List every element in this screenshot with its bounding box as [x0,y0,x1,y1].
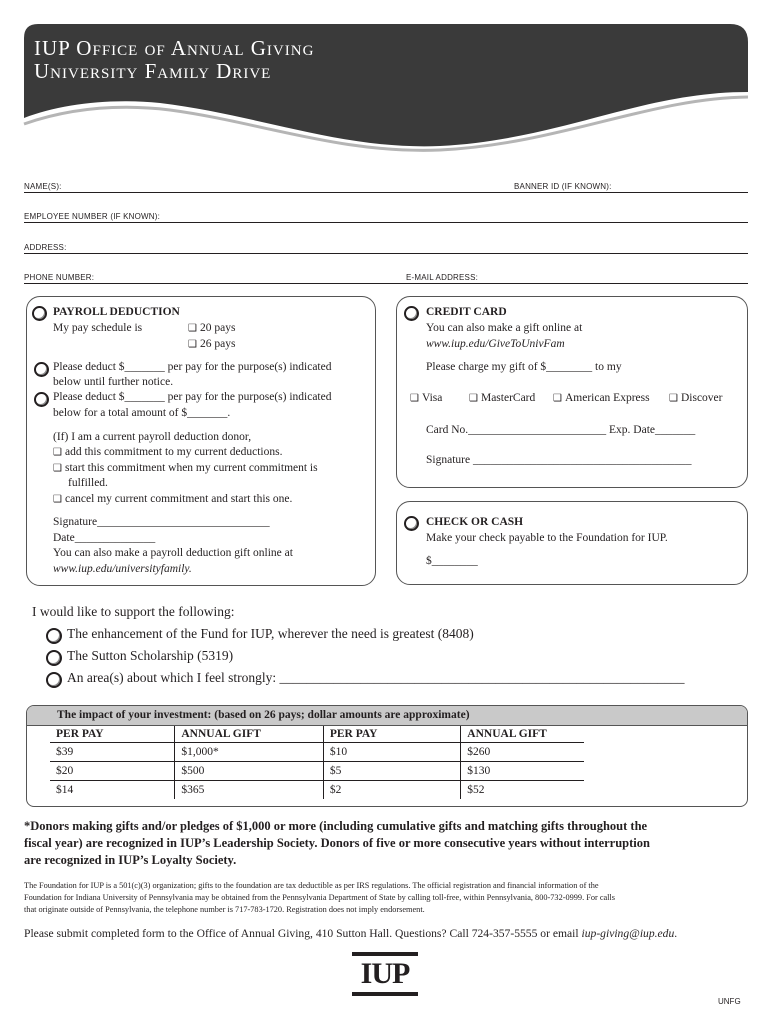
credit-signature-field[interactable]: Signature ______________________________________ [426,454,692,466]
submit-text-end: . [674,927,678,940]
credit-online-link[interactable]: www.iup.edu/GiveToUnivFam [426,338,565,350]
payroll-online-link[interactable]: www.iup.edu/universityfamily. [53,563,192,575]
visa-checkbox[interactable]: ❑ Visa [410,391,442,406]
twenty-pays-checkbox[interactable]: ❑ 20 pays [188,321,235,336]
column-header: PER PAY [50,726,175,743]
credit-card-radio[interactable] [404,306,419,321]
address-label: ADDRESS: [24,243,67,252]
email-label: E-MAIL ADDRESS: [406,273,479,282]
support-heading: I would like to support the following: [32,604,235,619]
other-area-radio[interactable] [46,672,62,688]
credit-card-title: CREDIT CARD [426,306,507,318]
pay-schedule-label: My pay schedule is [53,322,143,334]
twenty-six-pays-checkbox[interactable]: ❑ 26 pays [188,337,235,352]
payroll-signature-field[interactable]: Signature______________________________ [53,516,270,528]
check-or-cash-title: CHECK OR CASH [426,516,524,528]
payroll-online-note: You can also make a payroll deduction gift online at [53,547,293,559]
phone-label: PHONE NUMBER: [24,273,95,282]
column-header: PER PAY [323,726,460,743]
table-cell: $39 [50,743,175,762]
deduct-option-2-line-1: Please deduct $_______ per pay for the purpose(s) indicated [53,391,332,403]
table-cell: $52 [461,781,584,800]
table-cell: $5 [323,762,460,781]
submit-instructions [24,926,677,941]
form-title-line-2: University Family Drive [34,59,272,83]
employee-number-label: EMPLOYEE NUMBER (IF KNOWN): [24,212,161,221]
sutton-scholarship-label: The Sutton Scholarship (5319) [67,648,234,663]
names-input-line[interactable] [24,192,748,193]
deduct-option-1-line-2: below until further notice. [53,376,174,388]
impact-heading: The impact of your investment: (based on 26 pays; dollar amounts are approximate) [57,709,470,721]
current-donor-label: (If) I am a current payroll deduction donor, [53,431,252,443]
payroll-date-field[interactable]: Date______________ [53,532,156,544]
deduct-until-further-notice-radio[interactable] [34,362,49,377]
impact-table-header-bar [27,706,747,726]
table-cell: $365 [175,781,324,800]
legal-notice-line-2: Foundation for Indiana University of Pennsylvania may be obtained from the Pennsylvania Department of State by calling toll-free, within Pennsylvania, 800-732-0999. For calls [24,893,616,902]
table-cell: $20 [50,762,175,781]
deduct-total-amount-radio[interactable] [34,392,49,407]
fund-for-iup-radio[interactable] [46,628,62,644]
fund-for-iup-label: The enhancement of the Fund for IUP, wherever the need is greatest (8408) [67,626,474,641]
iup-logo [352,952,418,998]
column-header: ANNUAL GIFT [467,728,547,740]
table-cell: $2 [323,781,460,800]
start-commitment-checkbox[interactable]: ❑ start this commitment when my current commitment is [53,461,318,476]
impact-table [50,726,584,799]
table-cell: $130 [461,762,584,781]
deduct-option-1-line-1: Please deduct $_______ per pay for the purpose(s) indicated [53,361,332,373]
address-input-line[interactable] [24,253,748,254]
check-payable-note: Make your check payable to the Foundation for IUP. [426,532,668,544]
table-cell: $500 [175,762,324,781]
deduct-option-2-line-2: below for a total amount of $_______. [53,407,231,419]
form-code: UNFG [718,997,741,1006]
iup-logo-text: IUP [360,957,410,990]
phone-email-input-line[interactable] [24,283,748,284]
payroll-deduction-radio[interactable] [32,306,47,321]
table-cell: $260 [461,743,584,762]
employee-number-input-line[interactable] [24,222,748,223]
check-or-cash-radio[interactable] [404,516,419,531]
table-cell: $14 [50,781,175,800]
impact-table-header-row [50,726,584,743]
start-commitment-line-2: fulfilled. [68,477,108,489]
discover-checkbox[interactable]: ❑ Discover [669,391,722,406]
table-row [50,781,584,800]
credit-online-note: You can also make a gift online at [426,322,583,334]
other-area-field[interactable]: An area(s) about which I feel strongly: ____________________________________________________________ [67,670,685,685]
check-amount-field[interactable]: $________ [426,555,478,567]
submit-text: Please submit completed form to the Office of Annual Giving, 410 Sutton Hall. Questions? Call 724-357-5555 or email [24,927,582,940]
legal-notice-line-1: The Foundation for IUP is a 501(c)(3) organization; gifts to the foundation are tax deductible as per IRS regulations. The official registration and financial information of the [24,881,599,890]
card-number-field[interactable]: Card No.________________________ Exp. Date_______ [426,424,696,436]
legal-notice-line-3: that originate outside of Pennsylvania, the telephone number is 717-783-1720. Registration does not imply endorsement. [24,905,425,914]
payroll-deduction-title: PAYROLL DEDUCTION [53,306,180,318]
names-label: NAME(S): [24,182,62,191]
credit-charge-amount[interactable]: Please charge my gift of $________ to my [426,361,622,373]
add-commitment-checkbox[interactable]: ❑ add this commitment to my current deductions. [53,445,282,460]
table-row [50,762,584,781]
cancel-commitment-checkbox[interactable]: ❑ cancel my current commitment and start this one. [53,492,292,507]
email-link[interactable]: iup-giving@iup.edu [581,927,675,940]
banner-id-label: BANNER ID (IF KNOWN): [514,182,612,191]
donor-recognition-line-3: are recognized in IUP’s Loyalty Society. [24,853,237,867]
sutton-scholarship-radio[interactable] [46,650,62,666]
donor-recognition-line-1: *Donors making gifts and/or pledges of $1,000 or more (including cumulative gifts and matching gifts throughout the [24,819,648,833]
form-title-line-1: IUP Office of Annual Giving [34,36,315,60]
american-express-checkbox[interactable]: ❑ American Express [553,391,650,406]
donor-recognition-line-2: fiscal year) are recognized in IUP’s Leadership Society. Donors of five or more consecutive years without interruption [24,836,650,850]
table-row [50,743,584,762]
table-cell: $10 [323,743,460,762]
column-header: ANNUAL GIFT [175,726,324,743]
mastercard-checkbox[interactable]: ❑ MasterCard [469,391,535,406]
table-cell: $1,000* [175,743,324,762]
